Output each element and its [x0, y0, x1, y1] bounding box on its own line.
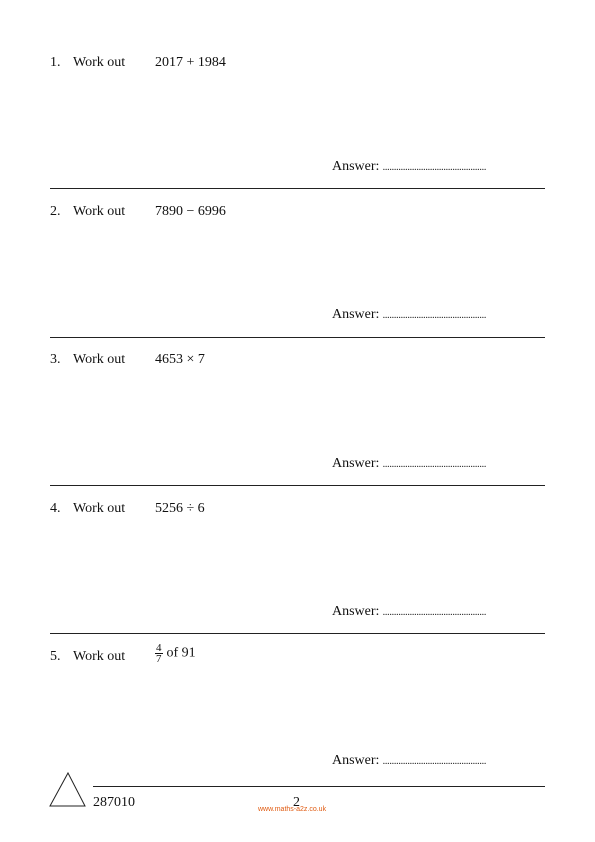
question-expression: 7890 − 6996	[155, 204, 226, 219]
question-number: 3.	[50, 352, 61, 367]
answer-line-1	[332, 159, 486, 175]
question-expression: 4653 × 7	[155, 352, 205, 367]
question-divider	[50, 188, 545, 189]
question-expression	[155, 643, 196, 664]
question-label: Work out	[73, 649, 126, 664]
question-number: 2.	[50, 204, 61, 219]
question-divider	[50, 633, 545, 634]
triangle-logo-icon	[49, 771, 87, 807]
website-url[interactable]: www.maths-a2z.co.uk	[258, 806, 327, 813]
answer-line-4	[332, 604, 486, 620]
answer-field[interactable]: ..............................................	[382, 161, 486, 173]
answer-label: Answer:	[332, 753, 380, 768]
answer-field[interactable]: ..............................................	[382, 309, 486, 321]
answer-field[interactable]: ..............................................	[382, 606, 486, 618]
question-number: 5.	[50, 649, 61, 664]
answer-label: Answer:	[332, 456, 380, 471]
fraction-numerator: 4	[156, 642, 162, 654]
question-label: Work out	[73, 501, 126, 516]
question-number: 4.	[50, 501, 61, 516]
question-label: Work out	[73, 352, 126, 367]
question-expression: 2017 + 1984	[155, 55, 226, 70]
answer-field[interactable]: ..............................................	[382, 458, 486, 470]
question-number: 1.	[50, 55, 61, 70]
fraction	[155, 643, 163, 664]
question-label: Work out	[73, 204, 126, 219]
question-expression: 5256 ÷ 6	[155, 501, 205, 516]
answer-line-5	[332, 753, 486, 769]
paper-code: 287010	[93, 795, 135, 810]
answer-label: Answer:	[332, 159, 380, 174]
footer-divider	[93, 786, 545, 787]
answer-line-3	[332, 456, 486, 472]
expression-suffix: of 91	[166, 645, 196, 661]
answer-line-2	[332, 307, 486, 323]
answer-label: Answer:	[332, 604, 380, 619]
question-label: Work out	[73, 55, 126, 70]
fraction-denominator: 7	[156, 653, 162, 665]
question-divider	[50, 485, 545, 486]
answer-label: Answer:	[332, 307, 380, 322]
answer-field[interactable]: ..............................................	[382, 755, 486, 767]
question-divider	[50, 337, 545, 338]
page-number: 2	[293, 795, 300, 810]
